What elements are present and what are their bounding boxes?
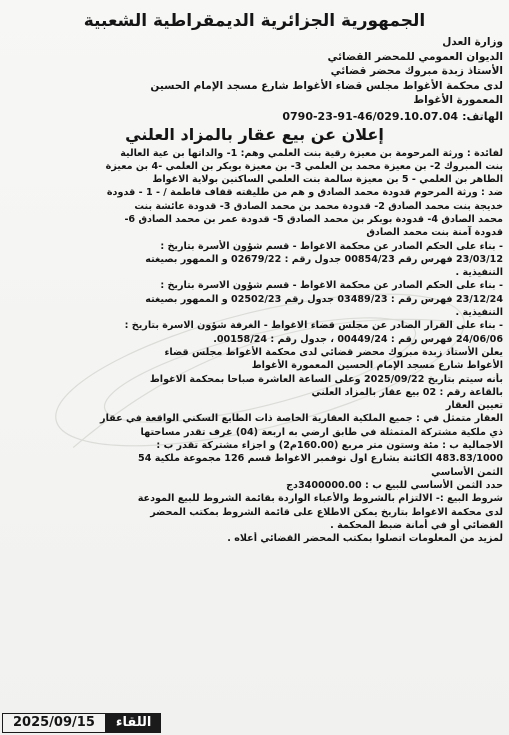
body-line: لدى محكمة الاغواط بتاريخ يمكن الاطلاع على قائمة الشروط بمكتب المحضر [150, 506, 503, 518]
body-line: حدد الثمن الأساسي للبيع ب : 3400000.00دج [286, 479, 503, 491]
body-line: 23/12/24 فهرس رقم : 03489/23 جدول رقم 02502/23 و الممهور بصيغته [145, 293, 503, 305]
body-line: 24/06/06 فهرس رقم : 00449/24 ، جدول رقم : 00158/24. [213, 333, 503, 345]
body-line: الثمن الأساسي [431, 466, 503, 478]
body-line: 23/03/12 فهرس رقم 00854/23 جدول رقم : 02679/22 و الممهور بصيغته [145, 253, 503, 265]
body-line: يعلن الأستاذ زبدة مبروك محضر قضائي لدى محكمة الأغواط مجلس قضاء [164, 346, 503, 358]
body-line: لمزيد من المعلومات اتصلوا بمكتب المحضر القضائي أعلاه . [227, 533, 503, 545]
body-line: العقار متمثل في : جميع الملكية العقارية الخاصة ذات الطابع السكني الواقعة في عقار [100, 413, 503, 425]
publication-date: 2025/09/15 [2, 713, 106, 733]
ministry-line: وزارة العدل [442, 36, 503, 48]
body-line: الاجمالية ب : مئة وستون متر مربع (160.00م2) و اجزاء مشتركة تقدر ب : [156, 440, 503, 452]
bailiff-name-line: الأستاذ زبدة مبروك محضر قضائي [330, 65, 503, 77]
body-line: تعيين العقار [445, 400, 503, 412]
body-line: 483.83/1000 الكائنة بشارع اول نوفمبر الاغواط قسم 126 مجموعة ملكية 54 [138, 453, 503, 465]
body-line: التنفيذية . [455, 307, 503, 319]
body-line: لفائدة : ورثة المرحومة بن معيزة رقية بنت العلمي وهم: 1- والداتها بن عية العالية [120, 147, 503, 159]
city-line: المعمورة الأغواط [413, 94, 503, 106]
body-line: بالقاعة رقم : 02 بيع عقار بالمزاد العلني [311, 386, 503, 398]
body-line: ذي ملكية مشتركة المتمثلة في طابق ارضي به اربعة (04) غرف تقدر مساحتها [140, 426, 503, 438]
court-address-line: لدى محكمة الأغواط مجلس قضاء الأغواط شارع مسجد الإمام الحسين [150, 79, 503, 92]
announcement-title: إعلان عن بيع عقار بالمزاد العلني [125, 124, 384, 144]
republic-title: الجمهورية الجزائرية الديمقراطية الشعبية [83, 11, 426, 31]
body-line: خديجة بنت محمد الصادق 2- قدودة محمد بن محمد الصادق 3- قدودة عائشة بنت [134, 200, 503, 212]
body-line: - بناء على الحكم الصادر عن محكمة الاغواط - قسم شؤون الأسرة بتاريخ : [160, 240, 503, 252]
phone-number: 0790-23-91-46/029.10.07.04 [282, 109, 459, 123]
phone-label: الهاتف: [462, 109, 503, 123]
body-line: الطاهر بن العلمي - 5 بن معيزة سالمة بنت العلمي الساكنين بولاية الاغواط [152, 174, 503, 186]
publication-footer [2, 713, 252, 733]
announcement-content [6, 6, 503, 729]
announcement-body [6, 147, 503, 546]
body-line: - بناء على القرار الصادر عن مجلس قضاء الاغواط - الغرفة شؤون الاسرة بتاريخ : [124, 320, 503, 332]
body-line: الأغواط شارع مسجد الإمام الحسين المعمورة الأغواط [251, 360, 503, 372]
body-line: قدودة آمنة بنت محمد الصادق [366, 227, 503, 239]
body-line: التنفيذية . [455, 267, 503, 279]
body-line: بأنه سيتم بتاريخ 2025/09/22 وعلى الساعة العاشرة صباحا بمحكمة الاغواط [149, 373, 503, 385]
newspaper-name: اللقاء [106, 713, 162, 733]
office-line: الديوان العمومي للمحضر القضائي [327, 50, 503, 63]
body-line: - بناء على الحكم الصادر عن محكمة الاغواط - قسم شؤون الاسرة بتاريخ : [160, 280, 503, 292]
body-line: القضائي أو في أمانة ضبط المحكمة . [330, 519, 503, 531]
body-line: ضد : ورثة المرحوم قدودة محمد الصادق و هم من طليقته قفاف فاطمة / - 1 - قدودة [106, 187, 503, 199]
body-line: بنت المبروك 2- بن معيزة محمد بن العلمي 3- بن معيزة بوبكر بن العلمي -4 بن معيزة [105, 160, 503, 172]
phone-row [6, 109, 503, 124]
body-line: شروط البيع :- الالتزام بالشروط والأعباء الواردة بقائمة الشروط للبيع المودعة [137, 493, 503, 505]
body-line: محمد الصادق 4- قدودة بوبكر بن محمد الصادق 5- قدودة عمر بن محمد الصادق 6- [124, 213, 503, 225]
